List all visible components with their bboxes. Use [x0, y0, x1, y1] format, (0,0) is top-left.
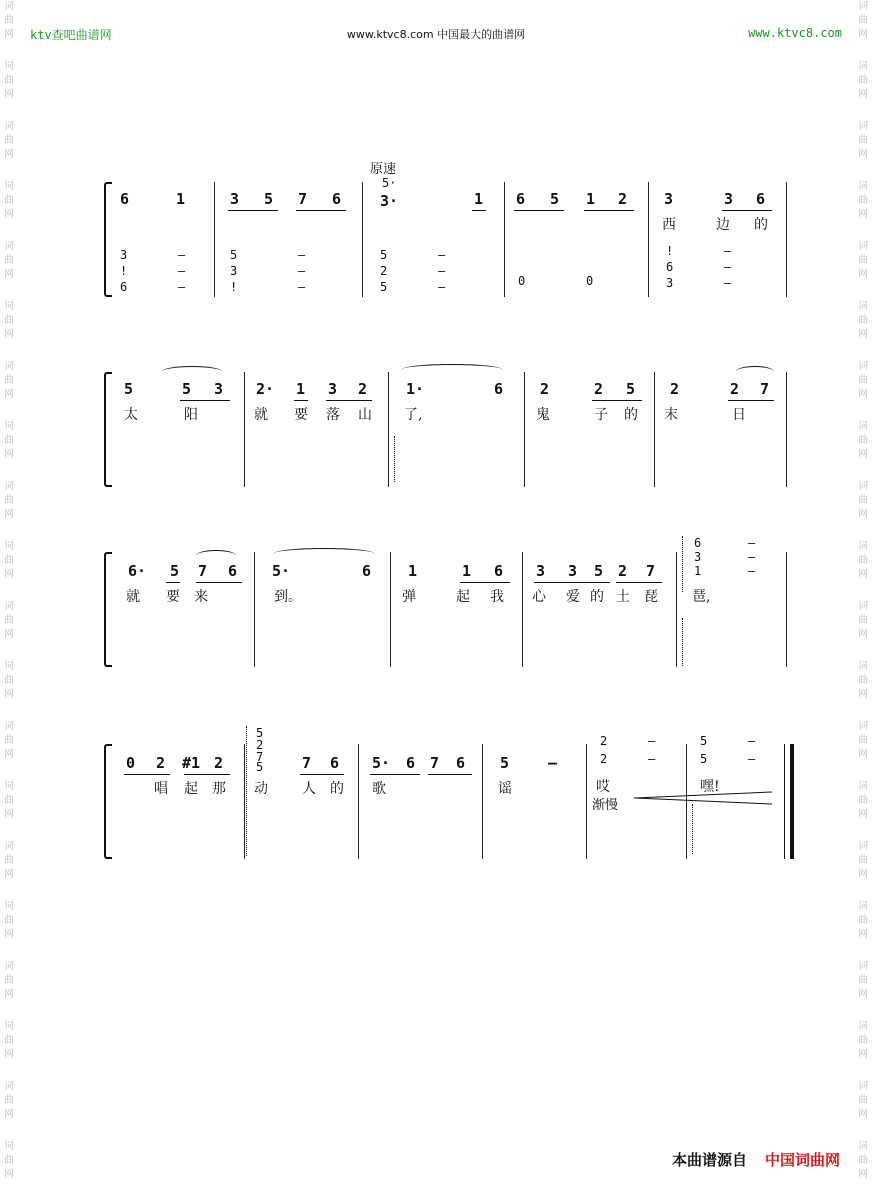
- note: 6: [456, 754, 466, 772]
- lyric: 西: [662, 217, 676, 233]
- chord-dash: –: [298, 280, 306, 294]
- lyric: 的: [754, 217, 768, 233]
- lyric: 来: [194, 589, 208, 605]
- chord-note: !: [230, 280, 238, 294]
- note: 7: [298, 190, 308, 208]
- note: 2: [156, 754, 166, 772]
- lyric: 就: [254, 407, 268, 423]
- note: 5: [700, 752, 708, 766]
- note: 2: [730, 380, 740, 398]
- note: 3: [664, 190, 674, 208]
- system-2: [104, 372, 788, 487]
- chord-dash: –: [298, 248, 306, 262]
- lyric: 阳: [184, 407, 198, 423]
- note: 3·: [380, 192, 399, 210]
- note: 6: [362, 562, 372, 580]
- chord-dash: –: [748, 536, 756, 550]
- note: 6·: [128, 562, 147, 580]
- note: 5: [594, 562, 604, 580]
- note: 2: [618, 562, 628, 580]
- footer-source: [672, 1149, 840, 1170]
- note: 6: [332, 190, 342, 208]
- header-right-site: www.ktvc8.com: [748, 26, 842, 40]
- lyric: 琶,: [692, 589, 711, 605]
- note: 1·: [406, 380, 425, 398]
- chord-dash: –: [438, 248, 446, 262]
- lyric: 土: [616, 589, 630, 605]
- lyric: 山: [358, 407, 372, 423]
- lyric: 到。: [274, 589, 302, 605]
- note: 2: [600, 734, 608, 748]
- system-bracket: [104, 552, 112, 667]
- system-3: [104, 536, 788, 667]
- tempo-marking: 原速: [370, 162, 397, 177]
- note: 5·: [272, 562, 291, 580]
- system-bracket: [104, 182, 112, 297]
- note: 2·: [256, 380, 275, 398]
- note: 1: [408, 562, 418, 580]
- note: 6: [228, 562, 238, 580]
- lyric: 鬼: [536, 407, 550, 423]
- note: 5: [182, 380, 192, 398]
- note: 7: [302, 754, 312, 772]
- lyric: 太: [124, 407, 138, 423]
- chord-note: 1: [694, 564, 702, 578]
- note: 5: [124, 380, 134, 398]
- note: 0: [126, 754, 136, 772]
- decrescendo-hairpin: [634, 790, 774, 806]
- note: #1: [182, 754, 201, 772]
- right-margin-watermark: 词 曲 网 词 曲 网 词 曲 网 词 曲 网 词 曲 网 词 曲 网 词 曲 网 词 曲 网 词 曲 网 词 曲 网 词 曲 网 词 曲 网 词 曲 网 词 曲 网 词 曲 网 词 曲 网 词 曲 网 词 曲 网 词 曲 网 词 曲 网: [858, 1, 868, 1180]
- lyric: 落: [326, 407, 340, 423]
- lyric: 起: [184, 781, 198, 797]
- lyric: 了,: [404, 407, 423, 423]
- note: 7: [760, 380, 770, 398]
- chord-note: 5: [380, 248, 388, 262]
- lyric: 日: [732, 407, 746, 423]
- footer-source-label: 本曲谱源自: [671, 1151, 747, 1169]
- lyric: 的: [330, 781, 344, 797]
- chord-note: 3: [694, 550, 702, 564]
- chord-note: 6: [666, 260, 674, 274]
- note: 7: [198, 562, 208, 580]
- note: 6: [406, 754, 416, 772]
- note: 7: [646, 562, 656, 580]
- note: 6: [756, 190, 766, 208]
- system-bracket: [104, 372, 112, 487]
- rest: 0: [518, 274, 526, 288]
- note: –: [748, 734, 756, 748]
- lyric: 就: [126, 589, 140, 605]
- chord-dash: –: [178, 248, 186, 262]
- system-1: [104, 176, 788, 297]
- grace-note: 5·: [382, 176, 397, 190]
- lyric: 人: [302, 781, 316, 797]
- note: 3: [328, 380, 338, 398]
- note: 1: [176, 190, 186, 208]
- note: –: [648, 734, 656, 748]
- lyric: 的: [590, 589, 604, 605]
- chord-dash: –: [178, 280, 186, 294]
- lyric: 爱: [566, 589, 580, 605]
- note: 5·: [372, 754, 391, 772]
- note: 2: [214, 754, 224, 772]
- lyric: 末: [664, 407, 678, 423]
- note: 1: [296, 380, 306, 398]
- note: 5: [500, 754, 510, 772]
- chord-note: 3: [230, 264, 238, 278]
- note: 2: [594, 380, 604, 398]
- note: 6: [516, 190, 526, 208]
- rest: 0: [586, 274, 594, 288]
- note: 2: [600, 752, 608, 766]
- note: 3: [568, 562, 578, 580]
- lyric: 歌: [372, 781, 386, 797]
- chord-note: 5: [256, 726, 264, 740]
- lyric: 弹: [402, 589, 416, 605]
- note: 7: [430, 754, 440, 772]
- lyric: 动: [254, 781, 268, 797]
- chord-note: 6: [120, 280, 128, 294]
- note: 2: [358, 380, 368, 398]
- note: 3: [724, 190, 734, 208]
- lyric: 琵: [644, 589, 658, 605]
- chord-note: 3: [120, 248, 128, 262]
- chord-note: 6: [694, 536, 702, 550]
- chord-dash: –: [748, 550, 756, 564]
- note: 1: [474, 190, 484, 208]
- ritardando-marking: 渐慢: [592, 798, 619, 813]
- lyric: 起: [456, 589, 470, 605]
- system-4: [104, 726, 788, 859]
- note: 3: [536, 562, 546, 580]
- lyric: 边: [716, 217, 730, 233]
- note: 5: [626, 380, 636, 398]
- note: 2: [618, 190, 628, 208]
- note: 6: [494, 380, 504, 398]
- note: 6: [494, 562, 504, 580]
- note: 5: [550, 190, 560, 208]
- lyric: 我: [490, 589, 504, 605]
- chord-note: 3: [666, 276, 674, 290]
- chord-note: 2: [380, 264, 388, 278]
- chord-note: !: [120, 264, 128, 278]
- lyric: 嘿!: [700, 779, 720, 795]
- header-left-site: ktv查吧曲谱网: [30, 28, 112, 42]
- chord-note: 5: [230, 248, 238, 262]
- chord-dash: –: [724, 276, 732, 290]
- chord-note: !: [666, 244, 674, 258]
- chord-note: 2: [256, 738, 264, 752]
- system-bracket: [104, 744, 112, 859]
- note: 6: [330, 754, 340, 772]
- lyric: 的: [624, 407, 638, 423]
- lyric: 唱: [154, 781, 168, 797]
- note: 3: [214, 380, 224, 398]
- lyric: 心: [532, 589, 546, 605]
- note: 3: [230, 190, 240, 208]
- lyric: 子: [594, 407, 608, 423]
- note: –: [548, 754, 558, 772]
- note: 1: [462, 562, 472, 580]
- chord-note: 7: [256, 750, 264, 764]
- chord-dash: –: [748, 564, 756, 578]
- footer-source-site[interactable]: 中国词曲网: [764, 1151, 840, 1169]
- note: 2: [540, 380, 550, 398]
- left-margin-watermark: 词 曲 网 词 曲 网 词 曲 网 词 曲 网 词 曲 网 词 曲 网 词 曲 网 词 曲 网 词 曲 网 词 曲 网 词 曲 网 词 曲 网 词 曲 网 词 曲 网 词 曲 网 词 曲 网 词 曲 网 词 曲 网 词 曲 网 词 曲 网: [4, 1, 14, 1180]
- lyric: 要: [294, 407, 308, 423]
- chord-note: 5: [256, 760, 264, 774]
- header-center-site: www.ktvc8.com 中国最大的曲谱网: [346, 28, 526, 41]
- chord-dash: –: [438, 264, 446, 278]
- chord-dash: –: [724, 260, 732, 274]
- chord-dash: –: [178, 264, 186, 278]
- note: 2: [670, 380, 680, 398]
- note: 6: [120, 190, 130, 208]
- lyric: 要: [166, 589, 180, 605]
- note: 1: [586, 190, 596, 208]
- lyric: 那: [212, 781, 226, 797]
- chord-dash: –: [438, 280, 446, 294]
- note: –: [748, 752, 756, 766]
- note: 5: [170, 562, 180, 580]
- lyric: 哎: [596, 779, 610, 795]
- note: 5: [700, 734, 708, 748]
- chord-dash: –: [724, 244, 732, 258]
- chord-dash: –: [298, 264, 306, 278]
- note: 5: [264, 190, 274, 208]
- chord-note: 5: [380, 280, 388, 294]
- note: –: [648, 752, 656, 766]
- lyric: 谣: [498, 781, 512, 797]
